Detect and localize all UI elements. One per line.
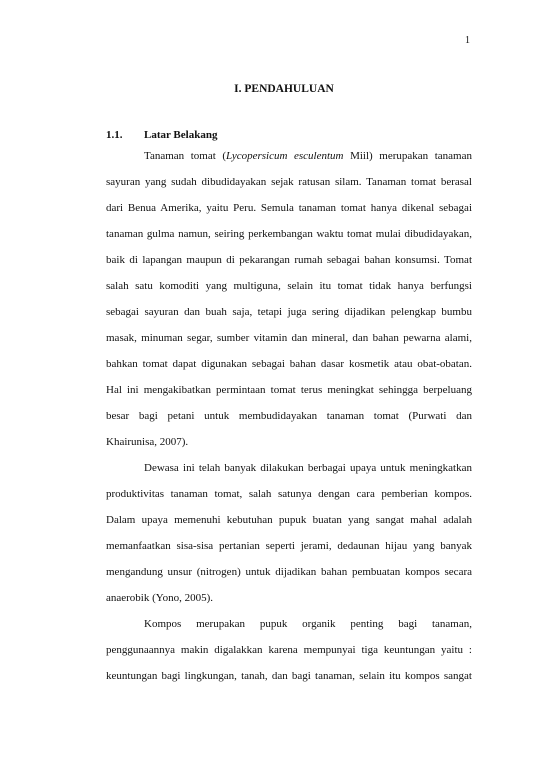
paragraph-line: Kompos merupakan pupuk organik penting bagi tanaman,	[144, 618, 472, 630]
section-heading	[106, 128, 217, 142]
section-title: Latar Belakang	[144, 129, 218, 141]
paragraph-line: tanaman gulma namun, seiring perkembangan waktu tomat mulai dibudidayakan,	[106, 228, 472, 240]
paragraph-line: anaerobik (Yono, 2005).	[106, 592, 214, 604]
paragraph-line: masak, minuman segar, sumber vitamin dan mineral, dan bahan pewarna alami,	[106, 332, 472, 344]
chapter-title: I. PENDAHULUAN	[234, 83, 334, 95]
section-number: 1.1.	[106, 129, 123, 141]
paragraph-line: Hal ini mengakibatkan permintaan tomat terus meningkat sehingga berpeluang	[106, 384, 472, 396]
paragraph-line: Dalam upaya memenuhi kebutuhan pupuk buatan yang sangat mahal adalah	[106, 514, 472, 526]
paragraph-line: sayuran yang sudah dibudidayakan sejak ratusan silam. Tanaman tomat berasal	[106, 176, 472, 188]
paragraph-line: Tanaman tomat (Lycopersicum esculentum Miil) merupakan tanaman	[144, 150, 472, 162]
paragraph-line: mengandung unsur (nitrogen) untuk dijadikan bahan pembuatan kompos secara	[106, 566, 472, 578]
paragraph-line: memanfaatkan sisa-sisa pertanian seperti jerami, dedaunan hijau yang banyak	[106, 540, 472, 552]
paragraph-line: besar bagi petani untuk membudidayakan tanaman tomat (Purwati dan	[106, 410, 472, 422]
paragraph-line: Dewasa ini telah banyak dilakukan berbagai upaya untuk meningkatkan	[144, 462, 472, 474]
paragraph-line: salah satu komoditi yang multiguna, selain itu tomat tidak hanya berfungsi	[106, 280, 472, 292]
paragraph-line: bahkan tomat dapat digunakan sebagai bahan dasar kosmetik atau obat-obatan.	[106, 358, 472, 370]
paragraph-line: produktivitas tanaman tomat, salah satunya dengan cara pemberian kompos.	[106, 488, 472, 500]
paragraph-1	[106, 150, 472, 462]
paragraph-line: baik di lapangan maupun di pekarangan rumah sebagai bahan konsumsi. Tomat	[106, 254, 472, 266]
body-text	[106, 150, 472, 696]
page-number: 1	[465, 35, 470, 46]
paragraph-line: penggunaannya makin digalakkan karena mempunyai tiga keuntungan yaitu :	[106, 644, 472, 656]
species-name: Lycopersicum esculentum	[226, 150, 344, 162]
paragraph-3	[106, 618, 472, 696]
paragraph-line: keuntungan bagi lingkungan, tanah, dan bagi tanaman, selain itu kompos sangat	[106, 670, 472, 682]
paragraph-line: Khairunisa, 2007).	[106, 436, 189, 448]
paragraph-line: sebagai sayuran dan buah saja, tetapi juga sering dijadikan pelengkap bumbu	[106, 306, 472, 318]
paragraph-2	[106, 462, 472, 618]
paragraph-line: dari Benua Amerika, yaitu Peru. Semula tanaman tomat hanya dikenal sebagai	[106, 202, 472, 214]
